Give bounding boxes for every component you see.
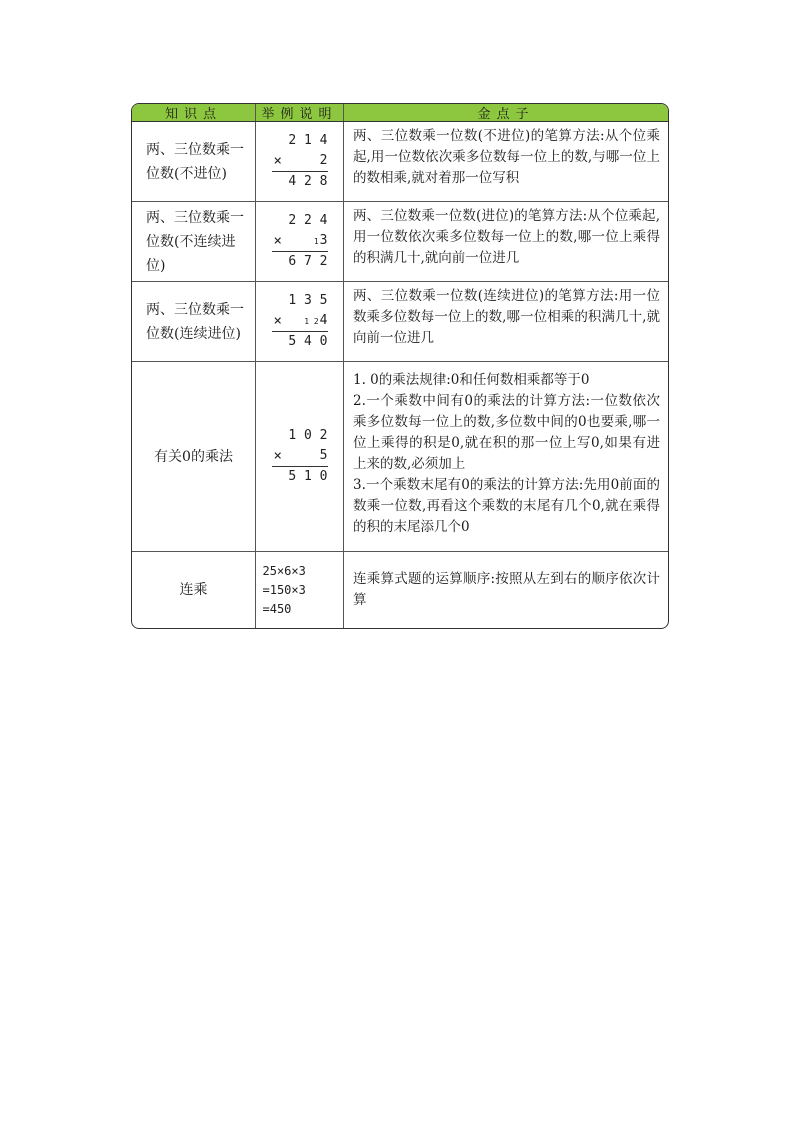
knowledge-table [131, 103, 669, 629]
calc-multiplier: 3 [319, 233, 328, 248]
calc-result: 6 7 2 [288, 254, 328, 269]
calc-result: 5 4 0 [288, 334, 328, 349]
chain-step: 25×6×3 [262, 563, 306, 578]
example-cell [256, 122, 344, 201]
table-row [132, 362, 668, 552]
table-row [132, 282, 668, 362]
carry-digits: 1 [313, 237, 319, 246]
calc-multiplier-line [272, 151, 328, 171]
topic-cell: 有关0的乘法 [132, 362, 256, 551]
topic-cell: 两、三位数乘一位数(不连续进位) [132, 202, 256, 281]
tips-cell: 两、三位数乘一位数(不进位)的笔算方法:从个位乘起,用一位数依次乘多位数每一位上的数,与哪一位上的数相乘,就对着那一位写积 [353, 128, 660, 186]
tips-cell: 连乘算式题的运算顺序:按照从左到右的顺序依次计算 [353, 571, 660, 608]
table-row [132, 122, 668, 202]
chain-step: =450 [262, 601, 292, 616]
table-row [132, 552, 668, 628]
times-sign: × [273, 313, 282, 329]
topic-cell: 两、三位数乘一位数(连续进位) [132, 282, 256, 361]
times-sign: × [273, 153, 282, 169]
tips-cell: 两、三位数乘一位数(连续进位)的笔算方法:用一位数乘多位数每一位上的数,哪一位相乘的积满几十,就向前一位进几 [353, 288, 660, 346]
tips-cell: 两、三位数乘一位数(进位)的笔算方法:从个位乘起,用一位数依次乘多位数每一位上的数,哪一位上乘得的积满几十,就向前一位进几 [353, 208, 660, 266]
table-row [132, 202, 668, 282]
calc-result: 4 2 8 [288, 174, 328, 189]
times-sign: × [273, 448, 282, 464]
example-cell [256, 362, 344, 551]
vertical-multiplication [272, 131, 328, 192]
calc-multiplier: 5 [319, 448, 328, 463]
chain-multiplication [257, 562, 343, 619]
calc-multiplier-line [272, 231, 328, 251]
topic-cell: 两、三位数乘一位数(不进位) [132, 122, 256, 201]
vertical-multiplication [272, 211, 328, 272]
calc-multiplicand: 1 3 5 [288, 293, 328, 308]
calc-multiplier: 4 [319, 313, 328, 328]
calc-multiplier: 2 [319, 153, 328, 168]
example-cell [256, 552, 344, 628]
vertical-multiplication [272, 291, 328, 352]
header-tips: 金点子 [477, 107, 535, 122]
example-cell [256, 202, 344, 281]
calc-multiplicand: 1 0 2 [288, 428, 328, 443]
topic-cell: 连乘 [132, 552, 256, 628]
times-sign: × [273, 233, 282, 249]
calc-multiplicand: 2 1 4 [288, 133, 328, 148]
calc-multiplier-line [272, 446, 328, 466]
calc-multiplicand: 2 2 4 [288, 213, 328, 228]
tip-item: 2.一个乘数中间有0的乘法的计算方法:一位数依次乘多位数每一位上的数,多位数中间的0也要乘,哪一位上乘得的积是0,就在积的那一位上写0,如果有进上来的数,必须加上 [353, 393, 660, 472]
calc-multiplier-line [272, 311, 328, 331]
example-cell [256, 282, 344, 361]
tip-item: 3.一个乘数末尾有0的乘法的计算方法:先用0前面的数乘一位数,再看这个乘数的末尾有几个0,就在乘得的积的末尾添几个0 [353, 477, 660, 535]
header-topic: 知识点 [132, 104, 256, 121]
vertical-multiplication [272, 426, 328, 487]
calc-result: 5 1 0 [288, 469, 328, 484]
carry-digits: 1 2 [304, 317, 319, 326]
tips-cell [344, 362, 668, 551]
header-example: 举例说明 [256, 104, 344, 121]
chain-step: =150×3 [262, 582, 306, 597]
tip-item: 1. 0的乘法规律:0和任何数相乘都等于0 [353, 372, 590, 388]
table-header-row [132, 104, 668, 122]
